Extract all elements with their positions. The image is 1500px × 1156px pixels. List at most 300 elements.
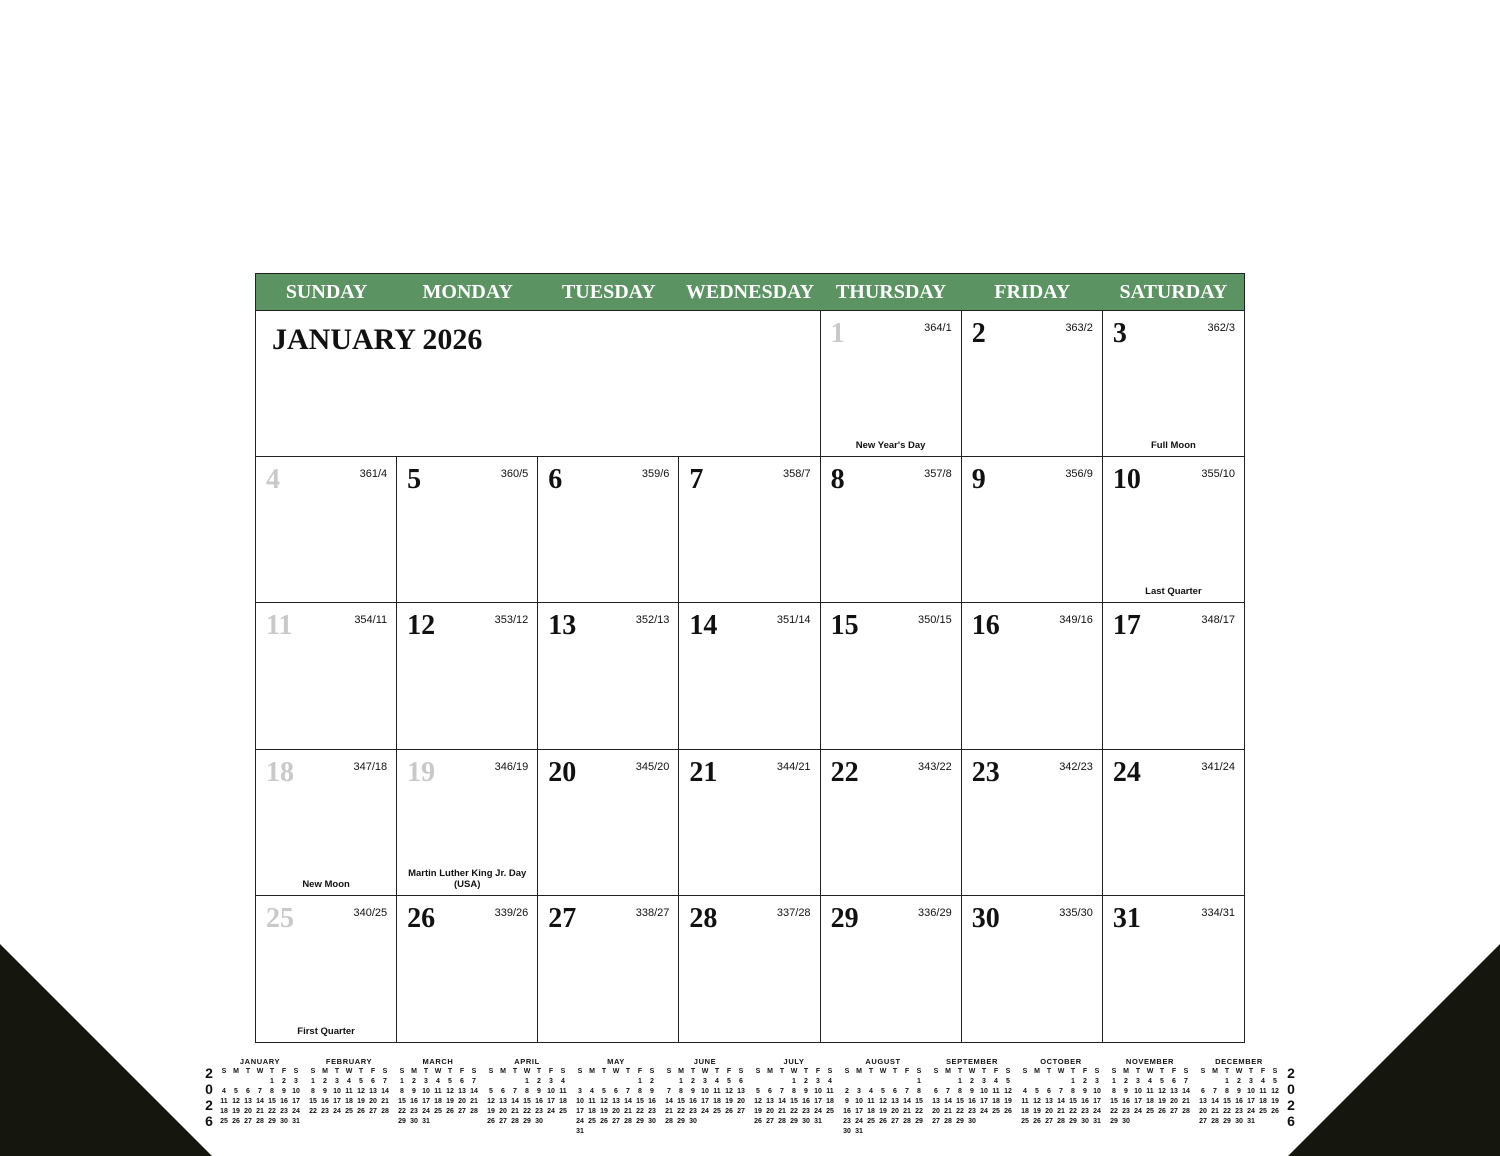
year-digit: 0 [1287,1081,1295,1097]
day-cell[interactable] [821,750,962,896]
mini-weekday-letter: S [649,1068,655,1075]
mini-weekday-letter: S [1111,1068,1117,1075]
mini-day: 2 [282,1078,286,1085]
mini-day: 2 [1124,1078,1128,1085]
mini-day: 30 [1081,1118,1089,1125]
mini-day: 5 [756,1088,760,1095]
mini-empty [254,1077,266,1087]
mini-weekday-letter: S [738,1068,744,1075]
mini-day: 1 [792,1078,796,1085]
day-cell[interactable] [256,896,397,1042]
mini-day: 26 [487,1118,495,1125]
mini-day: 29 [677,1118,685,1125]
day-cell[interactable] [962,603,1103,749]
mini-day: 8 [270,1088,274,1095]
day-of-year: 346/19 [494,760,529,773]
day-cell[interactable] [538,603,679,749]
day-cell[interactable] [538,750,679,896]
mini-day: 17 [814,1098,822,1105]
mini-day: 14 [1182,1088,1190,1095]
day-cell[interactable] [397,457,538,603]
day-of-year: 354/11 [354,614,388,627]
day-number: 5 [407,464,422,496]
mini-weekday-letter: W [434,1068,442,1075]
mini-day: 31 [576,1128,584,1135]
mini-day: 28 [256,1118,264,1125]
mini-weekday-letter: T [1159,1068,1165,1075]
mini-weekday-letter: T [714,1068,720,1075]
mini-day: 21 [624,1108,632,1115]
mini-day: 5 [602,1088,606,1095]
mini-day: 11 [713,1088,721,1095]
mini-day: 24 [333,1108,341,1115]
day-of-year: 338/27 [635,906,670,919]
day-cell[interactable] [538,896,679,1042]
mini-day: 16 [648,1098,656,1105]
mini-day: 8 [792,1088,796,1095]
mini-day: 29 [523,1118,531,1125]
mini-day: 25 [867,1118,875,1125]
mini-day: 5 [1273,1078,1277,1085]
mini-empty [764,1077,776,1087]
mini-weekday-letter: S [933,1068,939,1075]
day-cell[interactable] [256,457,397,603]
mini-day: 10 [980,1088,988,1095]
mini-day: 18 [992,1098,1000,1105]
day-cell[interactable] [397,896,538,1042]
mini-day: 28 [665,1118,673,1125]
mini-day: 23 [689,1108,697,1115]
mini-day: 21 [903,1108,911,1115]
mini-day: 4 [1023,1088,1027,1095]
mini-day: 9 [412,1088,416,1095]
mini-month-grid [1197,1067,1281,1127]
mini-day: 5 [1160,1078,1164,1085]
mini-day: 11 [434,1088,442,1095]
mini-weekday-letter: F [993,1068,999,1075]
mini-month-january [218,1057,302,1127]
mini-day: 6 [614,1088,618,1095]
mini-weekday-letter: T [447,1068,453,1075]
mini-day: 15 [523,1098,531,1105]
mini-day: 25 [345,1108,353,1115]
day-of-year: 359/6 [641,468,670,481]
day-number: 20 [548,756,577,788]
day-cell[interactable] [679,603,820,749]
weekday-header [256,274,1244,311]
mini-day: 10 [333,1088,341,1095]
mini-empty [1043,1077,1055,1087]
mini-day: 15 [956,1098,964,1105]
mini-day: 29 [915,1118,923,1125]
day-cell[interactable] [679,750,820,896]
mini-day: 4 [436,1078,440,1085]
mini-weekday-letter: M [411,1068,417,1075]
mini-day: 16 [968,1098,976,1105]
mini-day: 7 [946,1088,950,1095]
mini-weekday-letter: T [981,1068,987,1075]
mini-empty [865,1077,877,1087]
mini-day: 12 [879,1098,887,1105]
mini-empty [242,1077,254,1087]
mini-day: 30 [648,1118,656,1125]
mini-day: 7 [472,1078,476,1085]
mini-day: 1 [917,1078,921,1085]
mini-weekday-letter: S [577,1068,583,1075]
mini-day: 9 [691,1088,695,1095]
mini-day: 20 [932,1108,940,1115]
mini-weekday-letter: S [1022,1068,1028,1075]
mini-day: 12 [1004,1088,1012,1095]
mini-day: 1 [679,1078,683,1085]
mini-day: 16 [1122,1098,1130,1105]
mini-day: 29 [1110,1118,1118,1125]
mini-weekday-letter: F [459,1068,465,1075]
weekday-monday: MONDAY [422,280,513,303]
mini-day: 22 [398,1108,406,1115]
mini-day: 3 [703,1078,707,1085]
mini-day: 3 [816,1078,820,1085]
mini-empty [901,1077,913,1087]
mini-day: 5 [727,1078,731,1085]
mini-month-may [574,1057,658,1137]
mini-day: 29 [1069,1118,1077,1125]
mini-day: 14 [778,1098,786,1105]
mini-day: 6 [460,1078,464,1085]
mini-day: 27 [458,1108,466,1115]
mini-day: 14 [511,1098,519,1105]
mini-month-name: OCTOBER [1040,1057,1082,1066]
mini-day: 14 [381,1088,389,1095]
mini-month-name: SEPTEMBER [945,1057,999,1066]
mini-day: 7 [1184,1078,1188,1085]
mini-empty [663,1077,675,1087]
day-of-year: 345/20 [635,760,670,773]
mini-day: 1 [1225,1078,1229,1085]
mini-day: 11 [220,1098,228,1105]
mini-day: 19 [357,1098,365,1105]
day-cell[interactable] [679,457,820,603]
day-of-year: 353/12 [494,614,529,627]
mini-day: 3 [1249,1078,1253,1085]
mini-empty [622,1077,634,1087]
mini-day: 17 [1134,1098,1142,1105]
mini-month-name: JANUARY [239,1057,281,1066]
mini-day: 9 [282,1088,286,1095]
mini-day: 27 [499,1118,507,1125]
day-number: 13 [548,610,577,642]
mini-weekday-letter: F [1082,1068,1088,1075]
mini-empty [230,1077,242,1087]
day-cell[interactable] [1103,603,1244,749]
mini-day: 14 [470,1088,478,1095]
mini-day: 11 [1146,1088,1154,1095]
mini-weekday-letter: S [1200,1068,1206,1075]
mini-month-grid [752,1067,836,1127]
mini-day: 22 [1110,1108,1118,1115]
mini-day: 16 [843,1108,851,1115]
day-cell[interactable] [1103,457,1244,603]
mini-day: 5 [234,1088,238,1095]
mini-day: 8 [1071,1088,1075,1095]
mini-day: 26 [446,1108,454,1115]
mini-weekday-letter: F [370,1068,376,1075]
weekday-sunday: SUNDAY [285,280,368,303]
mini-day: 14 [256,1098,264,1105]
day-cell[interactable] [679,896,820,1042]
mini-day: 18 [345,1098,353,1105]
mini-day: 15 [790,1098,798,1105]
mini-empty [598,1077,610,1087]
mini-day: 9 [804,1088,808,1095]
mini-day: 5 [489,1088,493,1095]
day-number: 26 [407,902,436,934]
mini-day: 12 [232,1098,240,1105]
mini-day: 1 [400,1078,404,1085]
mini-day: 6 [501,1088,505,1095]
mini-weekday-letter: M [322,1068,328,1075]
mini-weekday-letter: S [1183,1068,1189,1075]
mini-month-grid [485,1067,569,1127]
mini-empty [497,1077,509,1087]
corner-right-decoration [1288,944,1500,1156]
mini-day: 6 [893,1088,897,1095]
mini-day: 16 [410,1098,418,1105]
mini-day: 21 [256,1108,264,1115]
mini-empty [1197,1077,1209,1087]
year-digit: 2 [1287,1097,1295,1113]
mini-day: 13 [891,1098,899,1105]
mini-day: 2 [691,1078,695,1085]
mini-day: 25 [1146,1108,1154,1115]
day-of-year: 364/1 [924,322,952,334]
mini-day: 3 [578,1088,582,1095]
mini-day: 10 [547,1088,555,1095]
mini-day: 8 [1112,1088,1116,1095]
mini-month-june [663,1057,747,1127]
day-number: 3 [1112,318,1127,349]
day-of-year: 342/23 [1059,760,1093,773]
day-note: New Year's Day [855,440,926,452]
mini-day: 9 [650,1088,654,1095]
mini-day: 15 [1110,1098,1118,1105]
weekday-wednesday: WEDNESDAY [685,280,815,303]
mini-month-name: APRIL [514,1057,540,1066]
mini-month-december [1197,1057,1281,1127]
mini-day: 9 [1237,1088,1241,1095]
day-cell[interactable] [821,603,962,749]
mini-empty [877,1077,889,1087]
mini-day: 27 [1199,1118,1207,1125]
day-cell[interactable] [962,750,1103,896]
day-of-year: 348/17 [1201,614,1235,627]
day-cell[interactable] [1103,311,1244,457]
mini-day: 8 [400,1088,404,1095]
mini-day: 3 [549,1078,553,1085]
day-of-year: 357/8 [924,468,952,481]
mini-day: 4 [1261,1078,1265,1085]
year-digit: 6 [205,1113,213,1129]
mini-weekday-letter: F [281,1068,287,1075]
mini-month-name: FEBRUARY [325,1057,373,1066]
mini-day: 20 [1045,1108,1053,1115]
day-note: Last Quarter [1145,586,1202,598]
day-number: 9 [971,464,986,496]
mini-empty [889,1077,901,1087]
mini-day: 30 [843,1128,851,1135]
day-cell[interactable] [821,457,962,603]
day-cell[interactable] [962,896,1103,1042]
mini-day: 18 [713,1098,721,1105]
mini-weekday-letter: M [500,1068,506,1075]
mini-day: 8 [638,1088,642,1095]
mini-day: 29 [636,1118,644,1125]
day-number: 28 [689,902,718,934]
mini-day: 1 [270,1078,274,1085]
mini-day: 23 [535,1108,543,1115]
mini-day: 8 [958,1088,962,1095]
mini-day: 28 [903,1118,911,1125]
day-cell[interactable] [256,603,397,749]
mini-day: 20 [458,1098,466,1105]
mini-weekday-letter: S [471,1068,477,1075]
mini-day: 4 [994,1078,998,1085]
mini-month-grid [218,1067,302,1127]
mini-weekday-letter: M [678,1068,684,1075]
mini-month-march [396,1057,480,1127]
mini-weekday-letter: T [245,1068,251,1075]
mini-month-name: AUGUST [865,1057,901,1066]
mini-weekday-letter: F [1260,1068,1266,1075]
mini-weekday-letter: F [1171,1068,1177,1075]
mini-day: 17 [422,1098,430,1105]
mini-day: 15 [915,1098,923,1105]
mini-day: 23 [1081,1108,1089,1115]
mini-weekday-letter: M [589,1068,595,1075]
mini-day: 4 [828,1078,832,1085]
mini-day: 10 [855,1098,863,1105]
mini-day: 6 [246,1088,250,1095]
mini-day: 25 [826,1108,834,1115]
mini-day: 21 [1211,1108,1219,1115]
mini-day: 11 [826,1088,834,1095]
mini-weekday-letter: F [904,1068,910,1075]
mini-day: 27 [737,1108,745,1115]
mini-day: 23 [648,1108,656,1115]
day-number: 25 [266,902,294,934]
day-of-year: 340/25 [353,906,388,919]
month-title-block [256,311,821,457]
mini-day: 12 [446,1088,454,1095]
mini-weekday-letter: T [803,1068,809,1075]
year-digit: 2 [1287,1065,1295,1081]
mini-day: 13 [1170,1088,1178,1095]
day-cell[interactable] [962,311,1103,457]
day-number: 18 [266,756,294,788]
mini-day: 16 [689,1098,697,1105]
day-cell[interactable] [1103,750,1244,896]
day-cell[interactable] [821,896,962,1042]
mini-weekday-letter: M [1034,1068,1040,1075]
day-cell[interactable] [397,750,538,896]
mini-weekday-letter: S [221,1068,227,1075]
day-of-year: 341/24 [1201,760,1235,773]
mini-day: 5 [1006,1078,1010,1085]
mini-weekday-letter: T [1248,1068,1254,1075]
mini-empty [930,1077,942,1087]
mini-day: 9 [1083,1088,1087,1095]
mini-day: 15 [268,1098,276,1105]
mini-weekday-letter: W [1235,1068,1243,1075]
day-cell[interactable] [256,750,397,896]
mini-day: 17 [980,1098,988,1105]
mini-day: 19 [1004,1098,1012,1105]
mini-weekday-letter: W [256,1068,264,1075]
mini-day: 1 [1071,1078,1075,1085]
day-cell[interactable] [962,457,1103,603]
mini-day: 11 [992,1088,1000,1095]
mini-day: 20 [244,1108,252,1115]
day-number: 24 [1112,756,1141,788]
mini-day: 16 [802,1098,810,1105]
day-of-year: 355/10 [1201,468,1235,481]
mini-weekday-letter: F [637,1068,643,1075]
mini-day: 22 [523,1108,531,1115]
mini-day: 24 [814,1108,822,1115]
mini-day: 15 [1069,1098,1077,1105]
mini-day: 31 [855,1128,863,1135]
mini-day: 5 [1035,1088,1039,1095]
mini-day: 25 [992,1108,1000,1115]
day-of-year: 360/5 [500,468,529,481]
day-number: 19 [407,756,436,788]
mini-day: 24 [1134,1108,1142,1115]
mini-day: 13 [932,1098,940,1105]
day-cell[interactable] [538,457,679,603]
mini-day: 19 [600,1108,608,1115]
mini-day: 12 [487,1098,495,1105]
mini-day: 14 [665,1098,673,1105]
mini-empty [1019,1077,1031,1087]
mini-day: 31 [422,1118,430,1125]
mini-day: 24 [576,1118,584,1125]
mini-day: 17 [547,1098,555,1105]
mini-day: 20 [766,1108,774,1115]
mini-day: 1 [525,1078,529,1085]
mini-month-grid [663,1067,747,1127]
mini-day: 7 [905,1088,909,1095]
day-cell[interactable] [821,311,962,457]
mini-day: 9 [845,1098,849,1105]
day-number: 12 [407,610,436,642]
mini-month-name: NOVEMBER [1125,1057,1175,1066]
mini-day: 4 [1148,1078,1152,1085]
day-number: 27 [548,902,577,934]
mini-weekday-letter: W [523,1068,531,1075]
mini-day: 20 [737,1098,745,1105]
day-cell[interactable] [1103,896,1244,1042]
year-digit: 6 [1287,1113,1295,1129]
day-cell[interactable] [397,603,538,749]
mini-day: 25 [588,1118,596,1125]
mini-month-name: MAY [607,1057,625,1066]
mini-day: 10 [576,1098,584,1105]
mini-day: 30 [535,1118,543,1125]
day-of-year: 337/28 [776,906,811,919]
mini-empty [610,1077,622,1087]
mini-day: 4 [869,1088,873,1095]
mini-day: 13 [369,1088,377,1095]
